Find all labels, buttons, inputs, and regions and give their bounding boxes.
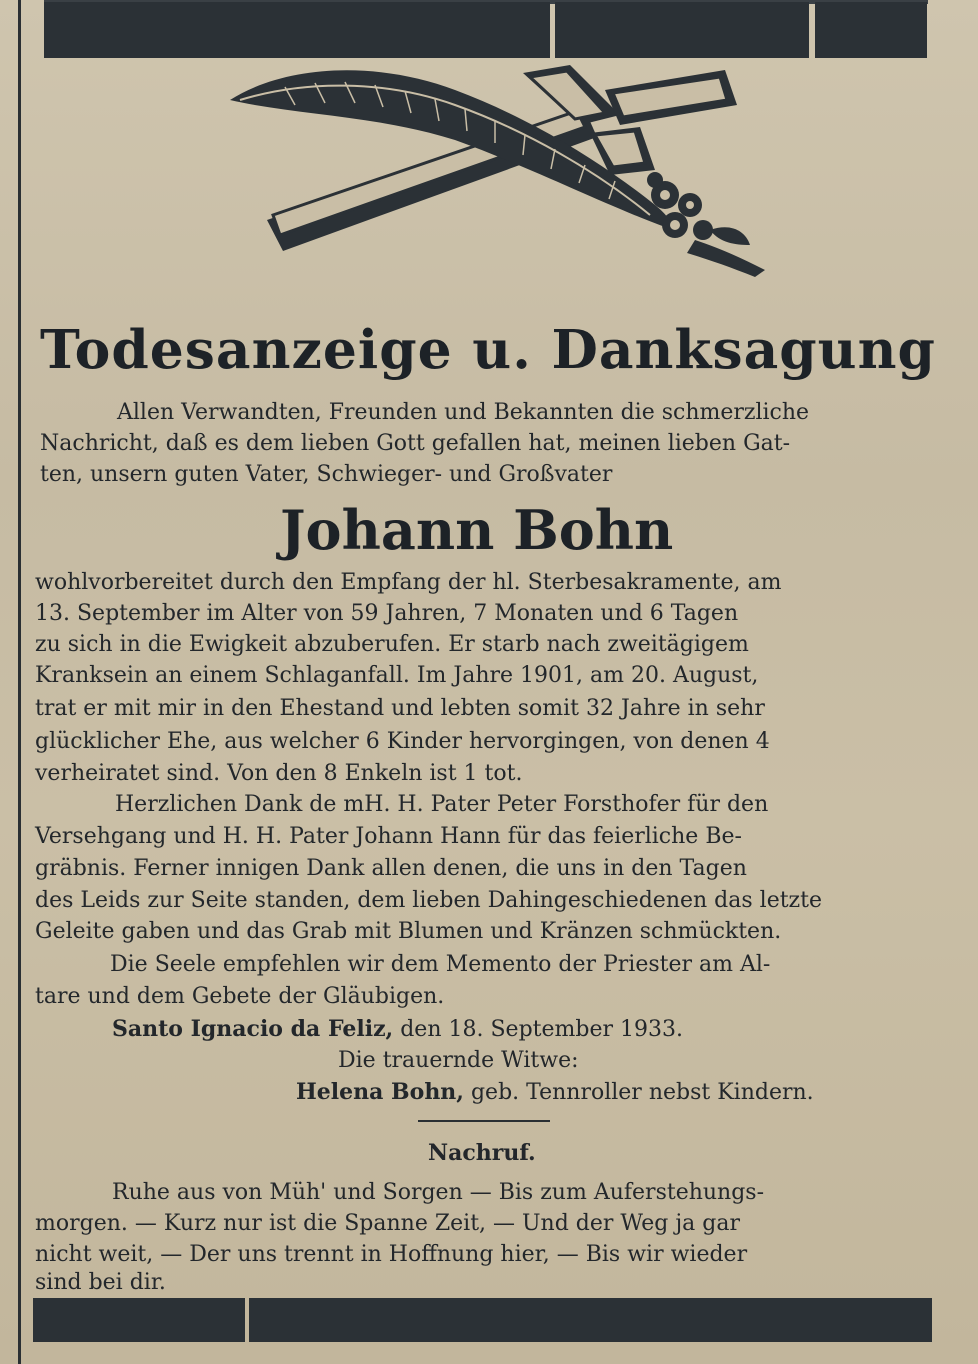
date-text: den 18. September 1933. xyxy=(393,1017,683,1042)
bottom-border-bar xyxy=(249,1298,932,1342)
quill-and-cross-icon xyxy=(225,55,775,285)
widow-name: Helena Bohn, xyxy=(296,1079,464,1105)
body-line: Kranksein an einem Schlaganfall. Im Jahre 1901, am 20. August, xyxy=(35,663,759,688)
prayer-line: tare und dem Gebete der Gläubigen. xyxy=(35,984,445,1009)
intro-line: Nachricht, daß es dem lieben Gott gefallen hat, meinen lieben Gat- xyxy=(40,431,791,456)
bottom-border-bar xyxy=(33,1298,245,1342)
top-border-bar xyxy=(555,2,809,58)
body-line: verheiratet sind. Von den 8 Enkeln ist 1 tot. xyxy=(35,761,523,786)
column-rule xyxy=(18,0,21,1364)
nachruf-line: morgen. — Kurz nur ist die Spanne Zeit, — Und der Weg ja gar xyxy=(35,1211,740,1236)
place: Santo Ignacio da Feliz, xyxy=(112,1016,394,1042)
body-line: zu sich in die Ewigkeit abzuberufen. Er starb nach zweitägigem xyxy=(35,632,749,657)
body-line: trat er mit mir in den Ehestand und lebten somit 32 Jahre in sehr xyxy=(35,696,765,721)
nachruf-line: sind bei dir. xyxy=(35,1270,166,1295)
prayer-line: Die Seele empfehlen wir dem Memento der Priester am Al- xyxy=(110,952,771,977)
intro-line: Allen Verwandten, Freunden und Bekannten die schmerzliche xyxy=(117,400,810,425)
body-line: wohlvorbereitet durch den Empfang der hl. Sterbesakramente, am xyxy=(35,570,782,595)
thanks-line: Geleite gaben und das Grab mit Blumen und Kränzen schmückten. xyxy=(35,919,782,944)
nachruf-line: Ruhe aus von Müh' und Sorgen — Bis zum Auferstehungs- xyxy=(112,1180,765,1205)
body-line: glücklicher Ehe, aus welcher 6 Kinder hervorgingen, von denen 4 xyxy=(35,729,770,754)
nachruf-line: nicht weit, — Der uns trennt in Hoffnung hier, — Bis wir wieder xyxy=(35,1242,748,1267)
thanks-line: Versehgang und H. H. Pater Johann Hann für das feierliche Be- xyxy=(35,824,742,849)
intro-line: ten, unsern guten Vater, Schwieger- und Großvater xyxy=(40,462,613,487)
page-title: Todesanzeige u. Danksagung xyxy=(40,318,936,381)
thanks-line: gräbnis. Ferner innigen Dank allen denen, die uns in den Tagen xyxy=(35,856,747,881)
deceased-name: Johann Bohn xyxy=(280,498,674,562)
top-border-bar xyxy=(815,2,927,58)
mourner-label: Die trauernde Witwe: xyxy=(338,1048,579,1073)
thanks-line: des Leids zur Seite standen, dem lieben Dahingeschiedenen das letzte xyxy=(35,888,823,913)
section-divider xyxy=(418,1120,550,1122)
body-line: 13. September im Alter von 59 Jahren, 7 Monaten und 6 Tagen xyxy=(35,601,739,626)
nachruf-heading: Nachruf. xyxy=(428,1140,536,1166)
place-and-date xyxy=(112,1014,683,1045)
top-border-bar xyxy=(44,2,550,58)
signature xyxy=(296,1077,814,1108)
widow-rest: geb. Tennroller nebst Kindern. xyxy=(463,1080,814,1105)
thanks-line: Herzlichen Dank de mH. H. Pater Peter Forsthofer für den xyxy=(115,792,769,817)
